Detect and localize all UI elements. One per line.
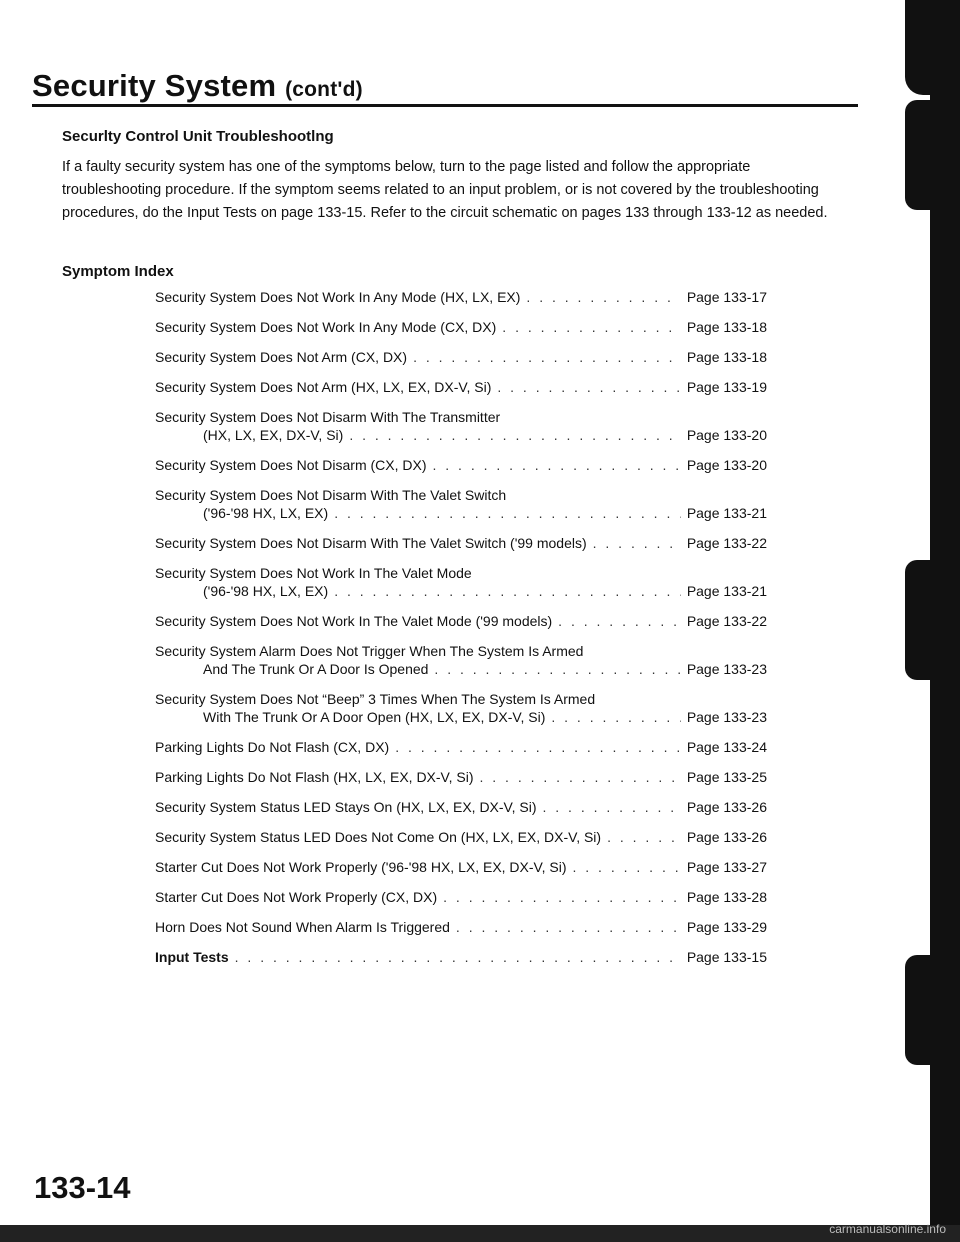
symptom-title: Security System Alarm Does Not Trigger When The System Is Armed (155, 643, 584, 659)
symptom-title: Parking Lights Do Not Flash (CX, DX) (155, 739, 390, 755)
dot-leader (607, 828, 681, 846)
symptom-row (155, 798, 767, 816)
symptom-row (155, 660, 767, 678)
symptom-row (155, 534, 767, 552)
page-reference: Page 133-18 (686, 349, 767, 365)
dot-leader (543, 798, 681, 816)
page-title (32, 68, 363, 104)
symptom-title: Security System Status LED Stays On (HX, LX, EX, DX-V, Si) (155, 799, 537, 815)
symptom-entry (155, 738, 767, 756)
symptom-entry (155, 534, 767, 552)
dot-leader (526, 288, 680, 306)
symptom-title: Security System Does Not Arm (HX, LX, EX, DX-V, Si) (155, 379, 492, 395)
page-reference: Page 133-23 (686, 661, 767, 677)
dot-leader (413, 348, 681, 366)
symptom-entry (155, 378, 767, 396)
symptom-row (155, 318, 767, 336)
symptom-row (155, 288, 767, 306)
section-tab (905, 955, 960, 1065)
bottom-bar (0, 1225, 960, 1242)
symptom-title: Security System Does Not Disarm With The Transmitter (155, 409, 501, 425)
symptom-continuation: With The Trunk Or A Door Open (HX, LX, EX, DX-V, Si) (203, 709, 546, 725)
page-reference: Page 133-22 (686, 535, 767, 551)
dot-leader (395, 738, 681, 756)
symptom-row (155, 348, 767, 366)
symptom-title: Horn Does Not Sound When Alarm Is Triggered (155, 919, 450, 935)
symptom-row (155, 948, 767, 966)
symptom-entry (155, 564, 767, 600)
symptom-title: Security System Status LED Does Not Come On (HX, LX, EX, DX-V, Si) (155, 829, 602, 845)
symptom-entry (155, 888, 767, 906)
page-reference: Page 133-26 (686, 799, 767, 815)
section-heading: Securlty Control Unit Troubleshootlng (62, 128, 334, 145)
page-reference: Page 133-27 (686, 859, 767, 875)
symptom-entry (155, 948, 767, 966)
page-reference: Page 133-29 (686, 919, 767, 935)
page-reference: Page 133-22 (686, 613, 767, 629)
symptom-title: Security System Does Not Disarm With The Valet Switch ('99 models) (155, 535, 587, 551)
page-reference: Page 133-21 (686, 505, 767, 521)
symptom-row (155, 888, 767, 906)
symptom-continuation: ('96-'98 HX, LX, EX) (203, 583, 329, 599)
page-reference: Page 133-23 (686, 709, 767, 725)
symptom-title: Security System Does Not Disarm With The Valet Switch (155, 487, 507, 503)
symptom-continuation: And The Trunk Or A Door Is Opened (203, 661, 429, 677)
page-reference: Page 133-19 (686, 379, 767, 395)
symptom-row (155, 708, 767, 726)
symptom-title: Input Tests (155, 949, 229, 965)
section-tab (905, 100, 960, 210)
page-reference: Page 133-20 (686, 457, 767, 473)
dot-leader (443, 888, 681, 906)
page-reference: Page 133-21 (686, 583, 767, 599)
symptom-entry (155, 348, 767, 366)
dot-leader (434, 660, 680, 678)
dot-leader (551, 708, 680, 726)
intro-paragraph: If a faulty security system has one of the symptoms below, turn to the page listed and follow the appropriate troubleshooting procedure. If the symptom seems related to an input problem, or is not covered by the troubleshooting procedures, do the Input Tests on page 133-15. Refer to the circuit schematic on pages 133 through 133-12 as needed. (62, 159, 828, 221)
symptom-row (155, 768, 767, 786)
symptom-title: Security System Does Not Arm (CX, DX) (155, 349, 408, 365)
page-reference: Page 133-20 (686, 427, 767, 443)
symptom-row (155, 426, 767, 444)
symptom-row (155, 858, 767, 876)
symptom-entry (155, 288, 767, 306)
symptom-title: Starter Cut Does Not Work Properly ('96-'98 HX, LX, EX, DX-V, Si) (155, 859, 567, 875)
symptom-title: Security System Does Not Disarm (CX, DX) (155, 457, 427, 473)
symptom-row (155, 378, 767, 396)
symptom-entry (155, 918, 767, 936)
dot-leader (349, 426, 681, 444)
symptom-title: Parking Lights Do Not Flash (HX, LX, EX, DX-V, Si) (155, 769, 474, 785)
symptom-entry (155, 318, 767, 336)
title-text: Security System (32, 68, 277, 103)
symptom-title: Security System Does Not Work In Any Mode (CX, DX) (155, 319, 497, 335)
symptom-index-heading: Symptom Index (62, 263, 174, 280)
dot-leader (593, 534, 681, 552)
page-reference: Page 133-15 (686, 949, 767, 965)
symptom-row (155, 456, 767, 474)
symptom-entry (155, 768, 767, 786)
dot-leader (502, 318, 681, 336)
title-suffix: (cont'd) (285, 78, 363, 101)
dot-leader (480, 768, 681, 786)
symptom-continuation: ('96-'98 HX, LX, EX) (203, 505, 329, 521)
title-rule (32, 104, 858, 107)
page-reference: Page 133-26 (686, 829, 767, 845)
symptom-continuation: (HX, LX, EX, DX-V, Si) (203, 427, 344, 443)
dot-leader (433, 456, 681, 474)
section-tab (905, 0, 960, 95)
dot-leader (558, 612, 681, 630)
page-reference: Page 133-25 (686, 769, 767, 785)
symptom-entry (155, 486, 767, 522)
dot-leader (573, 858, 681, 876)
symptom-entry (155, 642, 767, 678)
symptom-row (155, 504, 767, 522)
symptom-entry (155, 456, 767, 474)
dot-leader (235, 948, 681, 966)
symptom-row (155, 612, 767, 630)
page-reference: Page 133-28 (686, 889, 767, 905)
dot-leader (497, 378, 680, 396)
dot-leader (334, 504, 681, 522)
symptom-title: Starter Cut Does Not Work Properly (CX, DX) (155, 889, 438, 905)
symptom-title: Security System Does Not Work In The Valet Mode ('99 models) (155, 613, 553, 629)
symptom-title: Security System Does Not Work In The Valet Mode (155, 565, 472, 581)
symptom-entry (155, 828, 767, 846)
page-reference: Page 133-24 (686, 739, 767, 755)
symptom-index-list (155, 288, 767, 978)
page-number: 133-14 (34, 1170, 131, 1205)
symptom-row (155, 738, 767, 756)
page-reference: Page 133-17 (686, 289, 767, 305)
symptom-entry (155, 798, 767, 816)
symptom-entry (155, 858, 767, 876)
section-tab (905, 560, 960, 680)
page-reference: Page 133-18 (686, 319, 767, 335)
symptom-entry (155, 408, 767, 444)
symptom-row (155, 918, 767, 936)
symptom-row (155, 582, 767, 600)
symptom-row (155, 828, 767, 846)
dot-leader (456, 918, 681, 936)
dot-leader (334, 582, 681, 600)
symptom-entry (155, 612, 767, 630)
symptom-title: Security System Does Not Work In Any Mode (HX, LX, EX) (155, 289, 521, 305)
watermark: carmanualsonline.info (829, 1222, 946, 1236)
symptom-entry (155, 690, 767, 726)
symptom-title: Security System Does Not “Beep” 3 Times When The System Is Armed (155, 691, 596, 707)
